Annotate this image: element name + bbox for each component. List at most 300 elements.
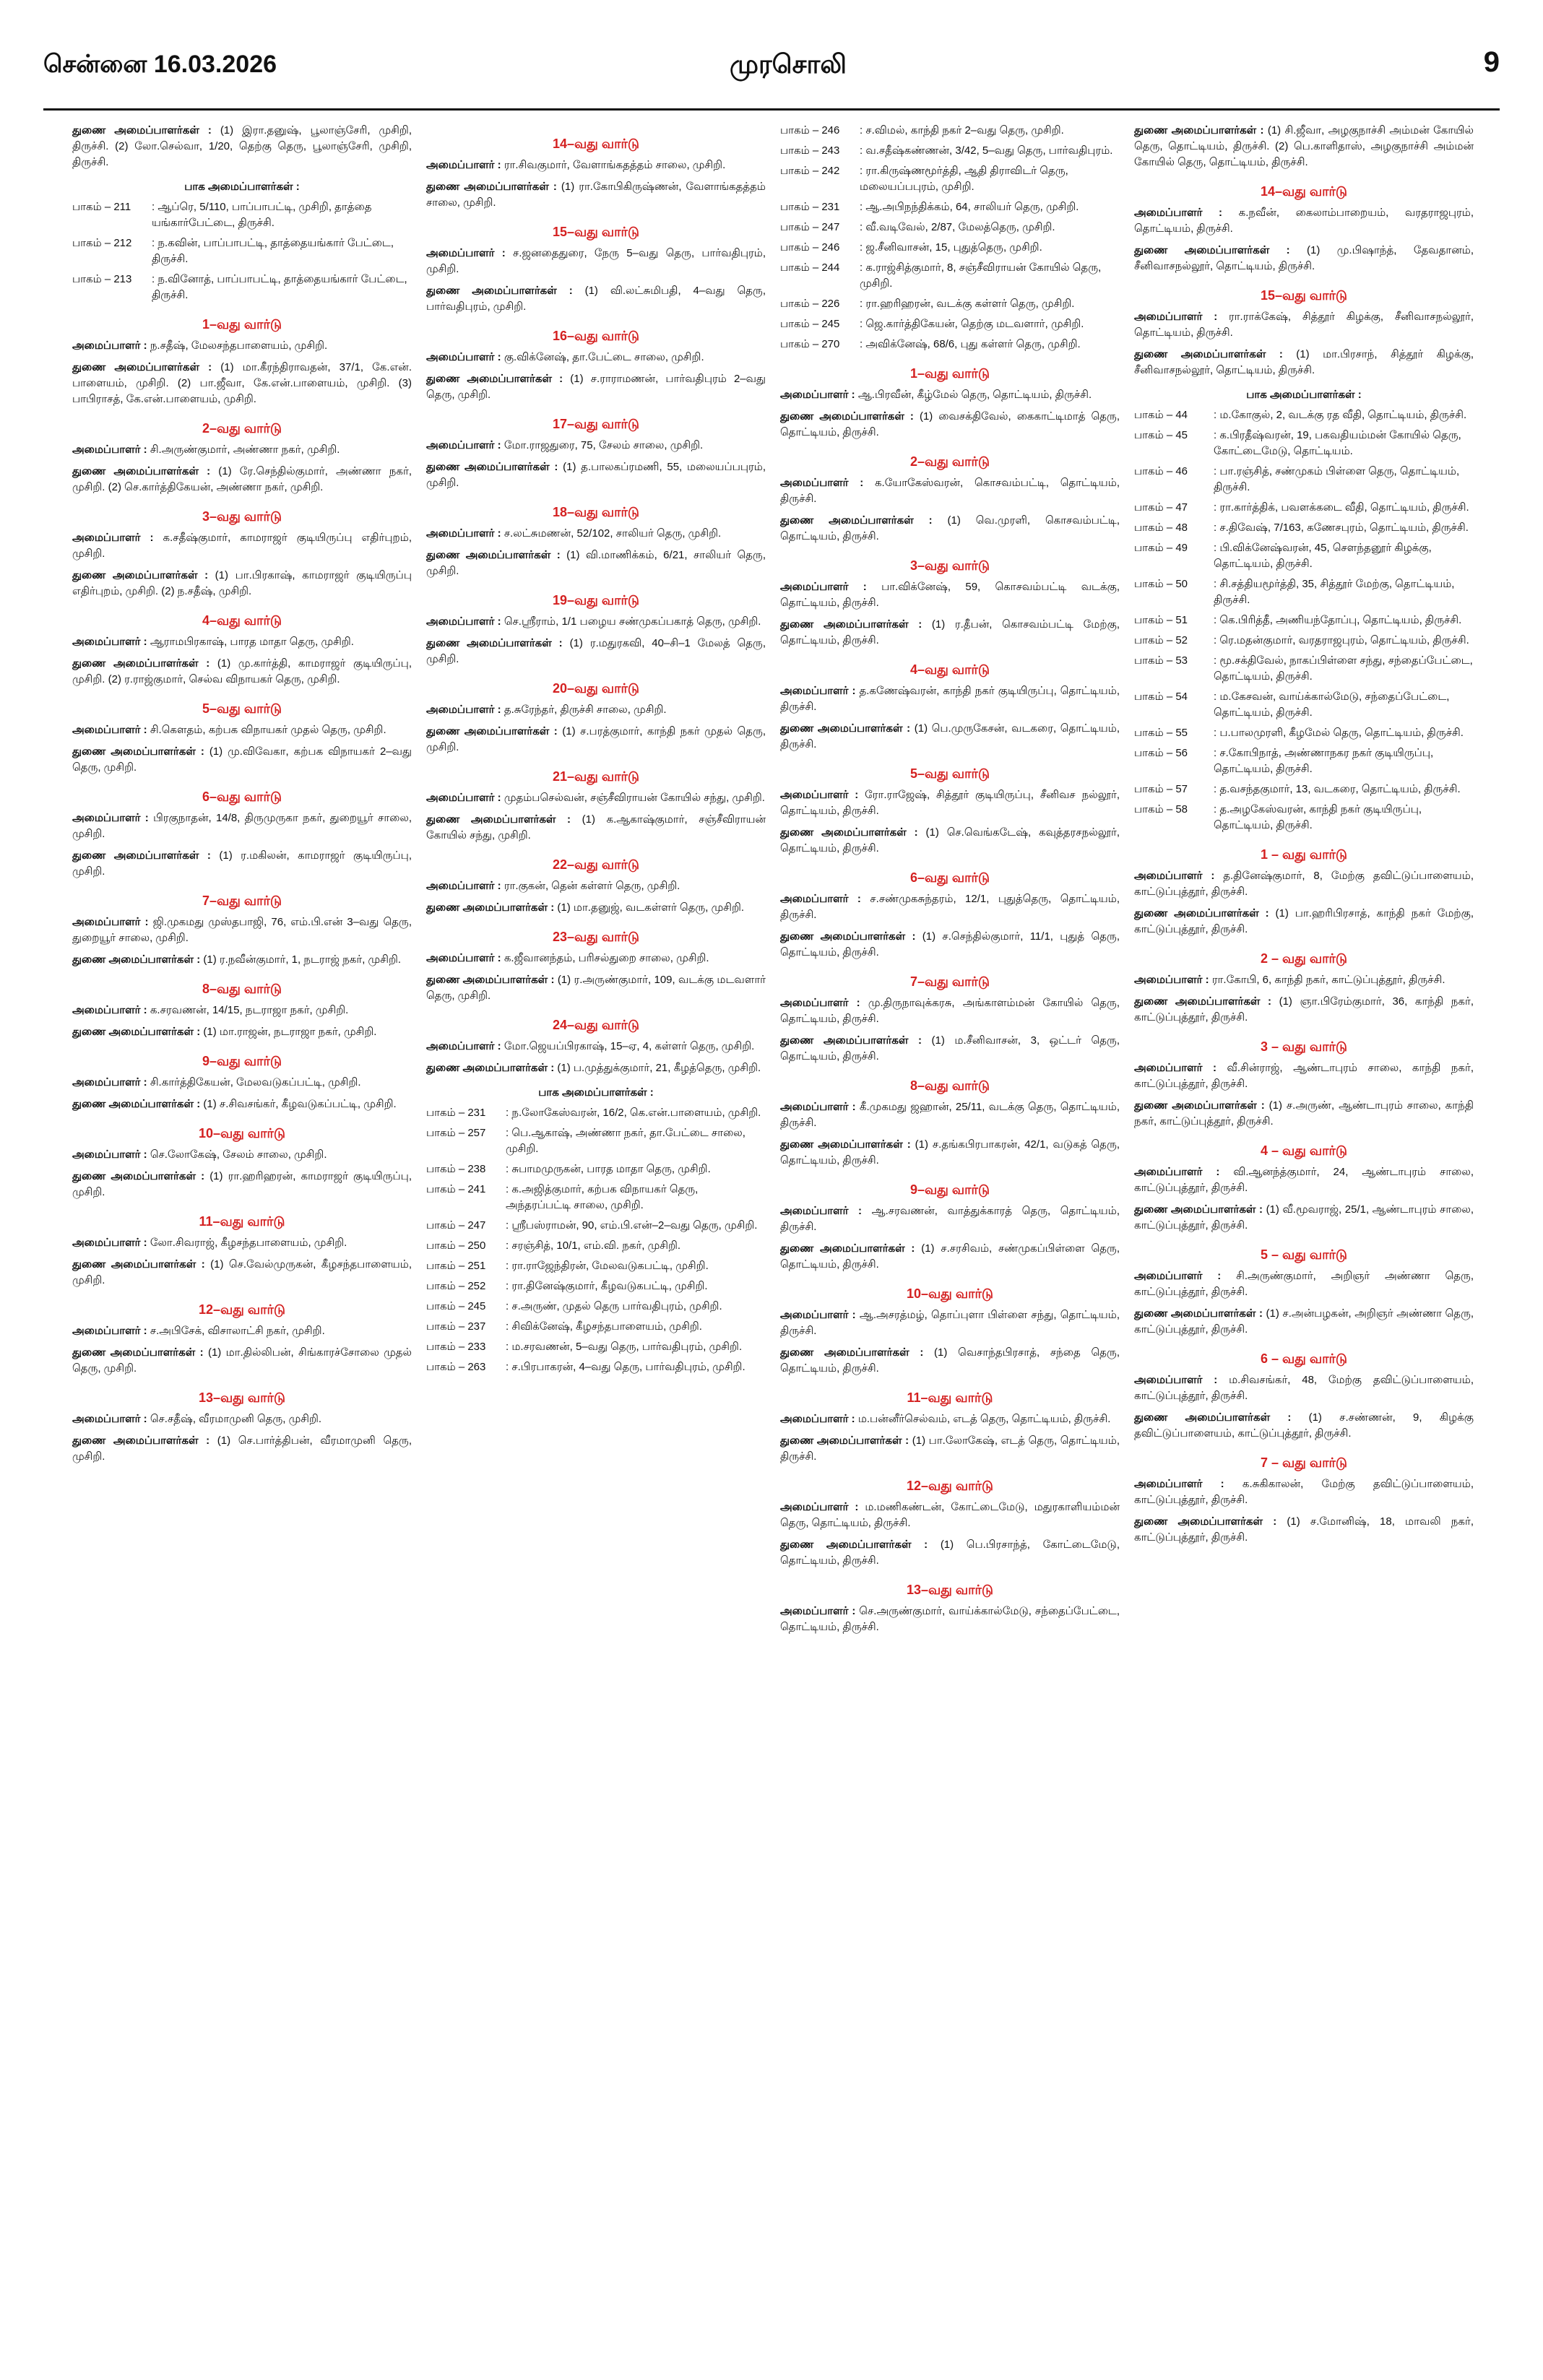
member-entry xyxy=(72,1411,412,1427)
role-label: அமைப்பாளர் : xyxy=(426,704,501,716)
booth-entry xyxy=(780,260,1120,292)
member-details: (1) ர.அருண்குமார், 109, வடக்கு மடவளார் தெரு, முசிறி. xyxy=(426,974,766,1002)
member-entry xyxy=(426,548,766,579)
booth-number: பாகம் – 46 xyxy=(1134,465,1188,477)
member-details: (1) வைசக்திவேல், கைகாட்டிமாத் தெரு, தொட்டியம், திருச்சி. xyxy=(780,410,1120,438)
member-details: (1) ர.நவீன்குமார், 1, நடராஜ் நகர், முசிறி. xyxy=(203,953,402,966)
booth-number: பாகம் – 251 xyxy=(426,1260,486,1272)
ward-section xyxy=(780,974,1120,1065)
ward-section xyxy=(72,123,412,170)
booth-number: பாகம் – 45 xyxy=(1134,429,1188,441)
booth-details: : சிவிக்னேஷ், கீழசந்தபாளையம், முசிறி. xyxy=(506,1320,702,1333)
member-entry xyxy=(1134,972,1474,988)
booth-details: : ரெ.மதன்குமார், வரதராஜபுரம், தொட்டியம், திருச்சி. xyxy=(1214,634,1469,646)
member-entry xyxy=(72,1257,412,1289)
member-entry xyxy=(72,848,412,880)
role-label: அமைப்பாளர் : xyxy=(780,997,860,1009)
member-entry xyxy=(72,123,412,170)
ward-title: 15–வது வார்டு xyxy=(553,225,639,239)
role-label: துணை அமைப்பாளர்கள் : xyxy=(426,181,557,193)
ward-section xyxy=(780,454,1120,545)
ward-title: 6–வது வார்டு xyxy=(202,789,282,804)
booth-details: : ச.கோபிநாத், அண்ணாநகர நகர் குடியிருப்பு, தொட்டியம், திருச்சி. xyxy=(1214,747,1434,775)
booth-number: பாகம் – 211 xyxy=(72,201,131,213)
member-details: (1) வி.லட்சுமிபதி, 4–வது தெரு, பார்வதிபுரம், முசிறி. xyxy=(426,285,766,313)
column-3 xyxy=(780,123,1120,2347)
role-label: துணை அமைப்பாளர்கள் : xyxy=(780,618,922,631)
ward-section xyxy=(1134,183,1474,274)
member-details: (1) க.ஆகாஷ்குமார், சஞ்சீவிராயன் கோயில் சந்து, முசிறி. xyxy=(426,813,766,841)
booth-number: பாகம் – 243 xyxy=(780,144,840,157)
booth-details: : ரா.ஹரிஹரன், வடக்கு கள்ளர் தெரு, முசிறி. xyxy=(860,298,1075,310)
member-entry xyxy=(426,1039,766,1055)
member-details: த.கணேஷ்வரன், காந்தி நகர் குடியிருப்பு, தொட்டியம், திருச்சி. xyxy=(780,685,1120,713)
member-details: (1) செ.பார்த்திபன், வீரமாமுனி தெரு, முசிறி. xyxy=(72,1435,412,1463)
member-details: (1) த.பாலகப்ரமணி, 55, மலையப்பபுரம், முசிறி. xyxy=(426,461,766,489)
booth-entry xyxy=(780,123,1120,139)
member-entry xyxy=(426,459,766,491)
booth-number: பாகம் – 247 xyxy=(426,1219,486,1232)
booth-details: : ச.திவேஷ், 7/163, கணேசபுரம், தொட்டியம், திருச்சி. xyxy=(1214,522,1469,534)
member-entry xyxy=(780,1137,1120,1169)
member-entry xyxy=(72,744,412,776)
role-label: துணை அமைப்பாளர்கள் : xyxy=(72,1098,201,1110)
member-details: (1) பெ.முருகேசன், வடகரை, தொட்டியம், திருச்சி. xyxy=(780,722,1120,750)
booth-entry xyxy=(780,143,1120,159)
booth-number: பாகம் – 47 xyxy=(1134,501,1188,514)
ward-section xyxy=(1134,1143,1474,1234)
ward-section xyxy=(426,504,766,579)
role-label: துணை அமைப்பாளர்கள் : xyxy=(72,1346,204,1359)
member-entry xyxy=(72,464,412,496)
member-entry xyxy=(72,1147,412,1163)
ward-title: 24–வது வார்டு xyxy=(553,1018,639,1032)
ward-section xyxy=(72,420,412,496)
member-entry xyxy=(426,972,766,1004)
booth-details: : கெ.பிரித்தீ, அணியந்தோப்பு, தொட்டியம், திருச்சி. xyxy=(1214,614,1462,626)
ward-title: 9–வது வார்டு xyxy=(202,1054,282,1068)
member-details: க.சதீஷ்குமார், காமராஜர் குடியிருப்பு எதிர்புறம், முசிறி. xyxy=(72,532,412,560)
role-label: துணை அமைப்பாளர்கள் : xyxy=(426,285,573,297)
role-label: துணை அமைப்பாளர்கள் : xyxy=(780,722,911,735)
booth-entry xyxy=(1134,689,1474,721)
member-entry xyxy=(780,825,1120,857)
ward-title: 10–வது வார்டு xyxy=(907,1286,993,1301)
ward-section xyxy=(780,1390,1120,1465)
booth-details: : பி.விக்னேஷ்வரன், 45, சௌந்தனூர் கிழக்கு, தொட்டியம், திருச்சி. xyxy=(1214,542,1432,570)
role-label: அமைப்பாளர் : xyxy=(72,339,147,352)
ward-section xyxy=(72,1390,412,1465)
ward-title: 22–வது வார்டு xyxy=(553,857,639,872)
role-label: துணை அமைப்பாளர்கள் : xyxy=(780,930,916,943)
member-details: ஆராமபிரகாஷ், பாரத மாதா தெரு, முசிறி. xyxy=(150,636,354,648)
booth-entry xyxy=(780,316,1120,332)
role-label: துணை அமைப்பாளர்கள் : xyxy=(426,901,555,914)
role-label: அமைப்பாளர் : xyxy=(780,1413,855,1425)
member-details: க.சரவணன், 14/15, நடராஜா நகர், முசிறி. xyxy=(150,1004,349,1016)
booth-details: : வீ.வடிவேல், 2/87, மேலத்தெரு, முசிறி. xyxy=(860,221,1055,233)
booth-details: : வ.சதீஷ்கண்ணன், 3/42, 5–வது தெரு, பார்வதிபுரம். xyxy=(860,144,1113,157)
member-entry xyxy=(780,513,1120,545)
ward-title: 4–வது வார்டு xyxy=(910,662,990,677)
ward-title: 1–வது வார்டு xyxy=(202,317,282,332)
page-header xyxy=(0,0,1543,87)
member-entry xyxy=(1134,1098,1474,1130)
role-label: துணை அமைப்பாளர்கள் : xyxy=(72,1258,205,1271)
ward-section xyxy=(426,224,766,315)
ward-title: 3 – வது வார்டு xyxy=(1261,1039,1347,1054)
booth-details: : ந.வினோத், பாப்பாபட்டி, தாத்தையங்கார் பேட்டை, திருச்சி. xyxy=(152,273,407,301)
member-details: ஜி.முகமது முஸ்தபாஜி, 76, எம்.பி.என் 3–வது தெரு, துறையூர் சாலை, முசிறி. xyxy=(72,916,412,944)
role-label: துணை அமைப்பாளர்கள் : xyxy=(1134,1515,1277,1528)
role-label: அமைப்பாளர் : xyxy=(1134,207,1223,219)
member-entry xyxy=(780,1345,1120,1377)
member-entry xyxy=(72,914,412,946)
ward-title: 20–வது வார்டு xyxy=(553,681,639,696)
member-details: ம.மணிகண்டன், கோட்டைமேடு, மதுரகாளியம்மன் தெரு, தொட்டியம், திருச்சி. xyxy=(780,1501,1120,1529)
role-label: அமைப்பாளர் : xyxy=(1134,1062,1216,1074)
member-details: க.ஜீவானந்தம், பரிசல்துறை சாலை, முசிறி. xyxy=(503,952,709,964)
member-entry xyxy=(72,1235,412,1251)
role-label: அமைப்பாளர் : xyxy=(1134,311,1218,323)
ward-title: 12–வது வார்டு xyxy=(907,1479,993,1493)
member-details: செ.லோகேஷ், சேலம் சாலை, முசிறி. xyxy=(150,1148,327,1161)
ward-title: 1–வது வார்டு xyxy=(910,366,990,381)
role-label: அமைப்பாளர் : xyxy=(72,1148,147,1161)
ward-title: 6–வது வார்டு xyxy=(910,870,990,885)
booth-entry xyxy=(426,1359,766,1375)
booth-number: பாகம் – 270 xyxy=(780,338,840,350)
ward-title: 8–வது வார்டு xyxy=(910,1078,990,1093)
member-entry xyxy=(426,371,766,403)
role-label: துணை அமைப்பாளர்கள் : xyxy=(72,745,204,758)
role-label: அமைப்பாளர் : xyxy=(1134,974,1209,986)
member-details: ம.சிவசங்கர், 48, மேற்கு தவிட்டுப்பாளையம், காட்டுப்புத்தூர், திருச்சி. xyxy=(1134,1374,1474,1402)
member-details: ரா.கோபி, 6, காந்தி நகர், காட்டுப்புத்தூர், திருச்சி. xyxy=(1211,974,1445,986)
ward-section xyxy=(780,870,1120,961)
ward-title: 16–வது வார்டு xyxy=(553,329,639,343)
member-entry xyxy=(1134,205,1474,237)
role-label: அமைப்பாளர் : xyxy=(780,789,859,801)
booth-number: பாகம் – 245 xyxy=(426,1300,486,1312)
role-label: துணை அமைப்பாளர்கள் : xyxy=(780,1138,911,1151)
member-details: (1) மு.விவேகா, கற்பக விநாயகர் 2–வது தெரு, முசிறி. xyxy=(72,745,412,774)
member-details: (1) செ.வேல்முருகன், கீழசந்தபாளையம், முசிறி. xyxy=(72,1258,412,1286)
ward-section xyxy=(780,662,1120,753)
role-label: அமைப்பாளர் : xyxy=(426,952,501,964)
role-label: அமைப்பாளர் : xyxy=(780,893,861,905)
member-details: க.யோகேஸ்வரன், கொசவம்பட்டி, தொட்டியம், திருச்சி. xyxy=(780,477,1120,505)
member-details: (1) ரே.செந்தில்குமார், அண்ணா நகர், முசிறி. (2) செ.கார்த்திகேயன், அண்ணா நகர், முசிறி. xyxy=(72,465,412,493)
member-details: (1) ச.சிவசங்கர், கீழவடுகப்பட்டி, முசிறி. xyxy=(203,1098,397,1110)
member-details: ச.லட்சுமணன், 52/102, சாலியர் தெரு, முசிறி. xyxy=(503,527,722,540)
member-details: வி.ஆனந்த்குமார், 24, ஆண்டாபுரம் சாலை, காட்டுப்புத்தூர், திருச்சி. xyxy=(1134,1166,1474,1194)
role-label: அமைப்பாளர் : xyxy=(426,159,501,171)
booth-details: : சரஞ்சித், 10/1, எம்.வி. நகர், முசிறி. xyxy=(506,1239,681,1252)
role-label: அமைப்பாளர் : xyxy=(1134,1166,1220,1178)
page-number: 9 xyxy=(1483,46,1500,78)
header-rule xyxy=(43,108,1500,111)
booth-entry xyxy=(780,163,1120,195)
city-date: சென்னை 16.03.2026 xyxy=(43,51,277,78)
member-entry xyxy=(72,568,412,600)
ward-title: 15–வது வார்டு xyxy=(1261,288,1347,303)
member-entry xyxy=(426,812,766,844)
member-entry xyxy=(780,1500,1120,1531)
member-entry xyxy=(780,1033,1120,1065)
member-entry xyxy=(780,721,1120,753)
role-label: துணை அமைப்பாளர்கள் : xyxy=(72,657,210,670)
member-entry xyxy=(1134,994,1474,1026)
member-details: (1) வீ.மூவராஜ், 25/1, ஆண்டாபுரம் சாலை, காட்டுப்புத்தூர், திருச்சி. xyxy=(1134,1203,1474,1232)
member-details: (1) ரா.ஹரிஹரன், காமராஜர் குடியிருப்பு, முசிறி. xyxy=(72,1170,412,1198)
ward-section xyxy=(72,789,412,880)
booth-entry xyxy=(780,240,1120,256)
member-entry xyxy=(780,409,1120,441)
member-entry xyxy=(426,350,766,365)
member-details: ஆ.சரவணன், வாத்துக்காரத் தெரு, தொட்டியம், திருச்சி. xyxy=(780,1205,1120,1233)
member-details: பிரகுநாதன், 14/8, திருமுருகா நகர், துறையூர் சாலை, முசிறி. xyxy=(72,812,412,840)
booth-entry xyxy=(1134,745,1474,777)
booth-details: : ரா.கார்த்திக், பவளக்கடை வீதி, தொட்டியம், திருச்சி. xyxy=(1214,501,1469,514)
role-label: துணை அமைப்பாளர்கள் : xyxy=(780,1034,922,1047)
booth-number: பாகம் – 49 xyxy=(1134,542,1188,554)
booth-number: பாகம் – 231 xyxy=(780,201,840,213)
booth-entry xyxy=(426,1319,766,1335)
role-label: அமைப்பாளர் : xyxy=(780,1605,856,1617)
member-entry xyxy=(780,683,1120,715)
ward-section xyxy=(780,1478,1120,1569)
ward-title: 10–வது வார்டு xyxy=(199,1126,285,1141)
member-entry xyxy=(1134,243,1474,274)
ward-section xyxy=(426,929,766,1004)
member-details: மோ.ராஜதுரை, 75, சேலம் சாலை, முசிறி. xyxy=(503,439,704,451)
member-details: ரா.குகன், தென் கள்ளர் தெரு, முசிறி. xyxy=(503,880,680,892)
member-entry xyxy=(72,634,412,650)
booth-number: பாகம் – 246 xyxy=(780,124,840,137)
role-label: அமைப்பாளர் : xyxy=(780,1101,856,1113)
ward-title: 9–வது வார்டு xyxy=(910,1182,990,1197)
member-details: லோ.சிவராஜ், கீழசந்தபாளையம், முசிறி. xyxy=(150,1237,347,1249)
role-label: அமைப்பாளர் : xyxy=(72,1237,147,1249)
ward-section xyxy=(780,558,1120,649)
booth-details: : ஆப்ரெ, 5/110, பாப்பாபட்டி, முசிறி, தாத்தை யங்கார்பேட்டை, திருச்சி. xyxy=(152,201,372,229)
role-label: அமைப்பாளர் : xyxy=(1134,1270,1222,1282)
member-entry xyxy=(426,702,766,718)
member-details: (1) ச.தங்கபிரபாகரன், 42/1, வடுகத் தெரு, தொட்டியம், திருச்சி. xyxy=(780,1138,1120,1167)
booth-heading: பாக அமைப்பாளர்கள் : xyxy=(184,181,300,193)
member-details: (1) ர.மதுரகவி, 40–சி–1 மேலத் தெரு, முசிறி. xyxy=(426,637,766,665)
member-details: (1) மா.தனுஜ், வடகள்ளர் தெரு, முசிறி. xyxy=(557,901,745,914)
booth-entry xyxy=(1134,540,1474,572)
member-entry xyxy=(780,387,1120,403)
booth-entry xyxy=(1134,802,1474,834)
role-label: அமைப்பாளர் : xyxy=(780,1309,856,1321)
member-entry xyxy=(780,1241,1120,1273)
booth-number: பாகம் – 244 xyxy=(780,261,840,274)
role-label: துணை அமைப்பாளர்கள் : xyxy=(1134,124,1264,137)
role-label: துணை அமைப்பாளர்கள் : xyxy=(1134,995,1272,1008)
booth-entry xyxy=(1134,500,1474,516)
member-details: (1) ச.பரத்குமார், காந்தி நகர் முதல் தெரு, முசிறி. xyxy=(426,725,766,753)
role-label: துணை அமைப்பாளர்கள் : xyxy=(426,461,558,473)
booth-entry xyxy=(72,272,412,303)
role-label: துணை அமைப்பாளர்கள் : xyxy=(426,637,563,649)
member-details: (1) ம.சீனிவாசன், 3, ஒட்டர் தெரு, தொட்டியம், திருச்சி. xyxy=(780,1034,1120,1063)
member-details: (1) சி.ஜீவா, அழகுநாச்சி அம்மன் கோயில் தெரு, தொட்டியம், திருச்சி. (2) பெ.காளிதாஸ், அழகுநாச்சி அம்மன் கோயில் தெரு, தொட்டியம், திருச்சி. xyxy=(1134,124,1474,168)
member-entry xyxy=(780,787,1120,819)
role-label: துணை அமைப்பாளர்கள் : xyxy=(780,514,933,527)
role-label: துணை அமைப்பாளர்கள் : xyxy=(780,826,918,839)
ward-title: 7–வது வார்டு xyxy=(910,974,990,989)
member-details: (1) ர.தீபன், கொசவம்பட்டி மேற்கு, தொட்டியம், திருச்சி. xyxy=(780,618,1120,646)
role-label: துணை அமைப்பாளர்கள் : xyxy=(72,953,201,966)
role-label: அமைப்பாளர் : xyxy=(780,1205,863,1217)
member-details: ச.ஜனதைதுரை, நேரு 5–வது தெரு, பார்வதிபுரம், முசிறி. xyxy=(426,247,766,275)
member-details: க.நவீன், கைலாம்பாறையம், வரதராஜபுரம், தொட்டியம், திருச்சி. xyxy=(1134,207,1474,235)
booth-details: : ஆ.அபிநந்திக்கம், 64, சாலியர் தெரு, முசிறி. xyxy=(860,201,1079,213)
member-entry xyxy=(780,1604,1120,1635)
member-entry xyxy=(780,995,1120,1027)
booth-details: : ந.கவின், பாப்பாபட்டி, தாத்தையங்கார் பேட்டை, திருச்சி. xyxy=(152,237,394,265)
member-entry xyxy=(1134,123,1474,170)
member-details: சி.கார்த்திகேயன், மேலவடுகப்பட்டி, முசிறி. xyxy=(150,1076,361,1089)
member-entry xyxy=(72,1075,412,1091)
member-details: ச.சண்முகசுந்தரம், 12/1, புதுத்தெரு, தொட்டியம், திருச்சி. xyxy=(780,893,1120,921)
ward-section xyxy=(72,1302,412,1377)
member-entry xyxy=(72,952,412,968)
member-entry xyxy=(1134,1306,1474,1338)
booth-number: பாகம் – 241 xyxy=(426,1183,486,1195)
role-label: துணை அமைப்பாளர்கள் : xyxy=(426,1062,555,1074)
member-entry xyxy=(780,891,1120,923)
booth-entry xyxy=(426,1161,766,1177)
member-details: செ.அருண்குமார், வாய்க்கால்மேடு, சந்தைப்பேட்டை, தொட்டியம், திருச்சி. xyxy=(780,1605,1120,1633)
booth-details: : க.பிரதீஷ்வரன், 19, பகவதியம்மன் கோயில் தெரு, கோட்டைமேடு, தொட்டியம். xyxy=(1214,429,1461,457)
booth-entry xyxy=(426,1105,766,1121)
role-label: துணை அமைப்பாளர்கள் : xyxy=(780,1346,924,1359)
member-entry xyxy=(426,790,766,806)
booth-details: : த.அழகேஸ்வரன், காந்தி நகர் குடியிருப்பு, தொட்டியம், திருச்சி. xyxy=(1214,803,1422,831)
member-entry xyxy=(426,438,766,454)
booth-number: பாகம் – 226 xyxy=(780,298,840,310)
member-details: செ.ஸ்ரீராம், 1/1 பழைய சண்முகப்பகாத் தெரு, முசிறி. xyxy=(503,615,761,628)
ward-section xyxy=(72,509,412,600)
role-label: அமைப்பாளர் : xyxy=(426,439,501,451)
booth-details: : பா.ரஞ்சித், சண்முகம் பிள்ளை தெரு, தொட்டியம், திருச்சி. xyxy=(1214,465,1460,493)
booth-number: பாகம் – 250 xyxy=(426,1239,486,1252)
ward-title: 2–வது வார்டு xyxy=(910,454,990,469)
role-label: அமைப்பாளர் : xyxy=(426,351,501,363)
booth-details: : அவிக்னேஷ், 68/6, புது கள்ளர் தெரு, முசிறி. xyxy=(860,338,1081,350)
ward-section xyxy=(780,123,1120,352)
member-entry xyxy=(72,1003,412,1018)
member-entry xyxy=(426,1060,766,1076)
ward-title: 7–வது வார்டு xyxy=(202,893,282,908)
member-entry xyxy=(780,1203,1120,1235)
member-details: (1) ச.சரசிவம், சண்முகப்பிள்ளை தெரு, தொட்டியம், திருச்சி. xyxy=(780,1242,1120,1271)
member-details: (1) ச.அன்பழகன், அறிஞர் அண்ணா தெரு, காட்டுப்புத்தூர், திருச்சி. xyxy=(1134,1307,1474,1336)
ward-section xyxy=(1134,847,1474,938)
booth-entry xyxy=(426,1258,766,1274)
member-details: (1) மா.ராஜன், நடராஜா நகர், முசிறி. xyxy=(203,1026,377,1038)
role-label: துணை அமைப்பாளர்கள் : xyxy=(780,1242,915,1255)
member-entry xyxy=(1134,1476,1474,1508)
booth-details: : மூ.சக்திவேல், நாகப்பிள்ளை சந்து, சந்தைப்பேட்டை, தொட்டியம், திருச்சி. xyxy=(1214,654,1473,683)
member-entry xyxy=(426,636,766,667)
ward-title: 11–வது வார்டு xyxy=(199,1214,285,1229)
ward-section xyxy=(72,981,412,1040)
member-details: (1) ச.செந்தில்குமார், 11/1, புதுத் தெரு, தொட்டியம், திருச்சி. xyxy=(780,930,1120,959)
ward-title: 3–வது வார்டு xyxy=(202,509,282,524)
member-entry xyxy=(1134,868,1474,900)
booth-details: : ம.சரவணன், 5–வது தெரு, பார்வதிபுரம், முசிறி. xyxy=(506,1341,743,1353)
member-entry xyxy=(780,579,1120,611)
member-entry xyxy=(72,530,412,562)
member-details: (1) பெ.பிரசாந்த், கோட்டைமேடு, தொட்டியம், திருச்சி. xyxy=(780,1539,1120,1567)
role-label: அமைப்பாளர் : xyxy=(780,1501,859,1513)
ward-section xyxy=(1134,1351,1474,1442)
member-details: முதம்பசெல்வன், சஞ்சீவிராயன் கோயில் சந்து, முசிறி. xyxy=(503,792,765,804)
column-2 xyxy=(426,123,766,2347)
booth-details: : ம.கோகுல், 2, வடக்கு ரத வீதி, தொட்டியம், திருச்சி. xyxy=(1214,409,1467,421)
role-label: அமைப்பாளர் : xyxy=(426,527,501,540)
ward-section xyxy=(426,1017,766,1076)
role-label: அமைப்பாளர் : xyxy=(72,1004,147,1016)
booth-number: பாகம் – 231 xyxy=(426,1107,486,1119)
member-details: (1) பா.ஹரிபிரசாத், காந்தி நகர் மேற்கு, காட்டுப்புத்தூர், திருச்சி. xyxy=(1134,907,1474,935)
ward-title: 2–வது வார்டு xyxy=(202,421,282,436)
member-details: (1) மா.கீரந்திராவதன், 37/1, கே.என். பாளையம், முசிறி. (2) பா.ஜீவா, கே.என்.பாளையம், முசிறி. (3) பாபிராசத், கே.என்.பாளையம், முசிறி. xyxy=(72,361,412,405)
booth-number: பாகம் – 54 xyxy=(1134,691,1188,703)
member-entry xyxy=(72,1323,412,1339)
member-entry xyxy=(1134,1268,1474,1300)
ward-title: 5–வது வார்டு xyxy=(202,701,282,716)
member-details: (1) மா.தில்லிபன், சிங்காரச்சோலை முதல் தெரு, முசிறி. xyxy=(72,1346,412,1375)
booth-number: பாகம் – 246 xyxy=(780,241,840,254)
booth-details: : பெ.ஆகாஷ், அண்ணா நகர், தா.பேட்டை சாலை, முசிறி. xyxy=(506,1127,745,1155)
booth-entry xyxy=(426,1238,766,1254)
member-details: சி.கௌதம், கற்பக விநாயகர் முதல் தெரு, முசிறி. xyxy=(150,724,386,736)
member-entry xyxy=(426,179,766,211)
member-details: ரா.ராக்கேஷ், சித்தூர் கிழக்கு, சீனிவாசநல்லூர், தொட்டியம், திருச்சி. xyxy=(1134,311,1474,339)
booth-details: : ந.லோகேஸ்வரன், 16/2, கெ.என்.பாளையம், முசிறி. xyxy=(506,1107,761,1119)
member-details: சி.அருண்குமார், அண்ணா நகர், முசிறி. xyxy=(150,443,340,456)
role-label: துணை அமைப்பாளர்கள் : xyxy=(1134,1203,1263,1216)
booth-entry xyxy=(1134,428,1474,459)
member-entry xyxy=(1134,1202,1474,1234)
booth-number: பாகம் – 44 xyxy=(1134,409,1188,421)
booth-entry xyxy=(72,235,412,267)
member-entry xyxy=(72,722,412,738)
member-entry xyxy=(1134,1164,1474,1196)
member-entry xyxy=(426,246,766,277)
member-entry xyxy=(780,1307,1120,1339)
member-details: ம.பன்னீர்செல்வம், எடத் தெரு, தொட்டியம், திருச்சி. xyxy=(857,1413,1111,1425)
role-label: அமைப்பாளர் : xyxy=(72,532,154,544)
member-entry xyxy=(72,442,412,458)
ward-title: 21–வது வார்டு xyxy=(553,769,639,784)
ward-section xyxy=(72,701,412,776)
member-entry xyxy=(1134,906,1474,938)
ward-title: 6 – வது வார்டு xyxy=(1261,1351,1347,1366)
booth-number: பாகம் – 52 xyxy=(1134,634,1188,646)
member-entry xyxy=(72,1169,412,1200)
booth-number: பாகம் – 48 xyxy=(1134,522,1188,534)
column-4 xyxy=(1134,123,1474,2347)
role-label: துணை அமைப்பாளர்கள் : xyxy=(72,1170,205,1182)
member-entry xyxy=(72,360,412,407)
